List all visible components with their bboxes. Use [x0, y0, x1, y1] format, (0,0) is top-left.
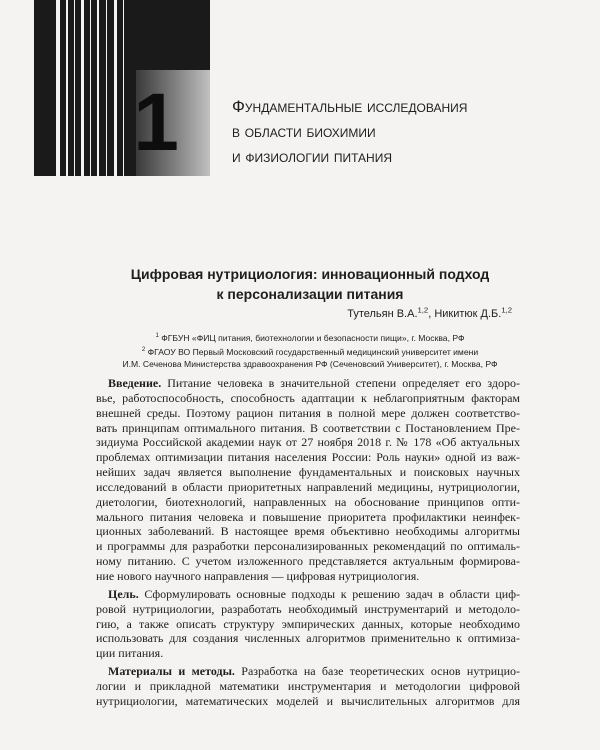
paragraph-lead: Цель.: [108, 586, 139, 601]
affiliation-text: ФГАОУ ВО Первый Московский государственный медицинский университет имени: [147, 347, 479, 357]
paragraph-line: исследований в области приоритетных направлений медицины, нутрициологии,: [96, 479, 520, 494]
paper-title-line: Цифровая нутрициология: инновационный подход: [130, 266, 490, 282]
affiliation-text: И.М. Сеченова Министерства здравоохранения РФ (Сеченовский Университет), г. Москва, РФ: [122, 359, 498, 369]
affiliation-text: ФГБУН «ФИЦ питания, биотехнологии и безопасности пищи», г. Москва, РФ: [161, 333, 465, 343]
paragraph-lead: Введение.: [108, 376, 162, 390]
paragraph-line: диетологии, биотехнологий, направленных на обоснование принципов опти-: [96, 494, 520, 509]
paragraph-line: проблемах оптимизации питания населения России: Роль науки» одной из важ-: [96, 450, 520, 465]
paragraph-methods: [96, 664, 520, 709]
paragraph-line: ции питания.: [96, 646, 164, 661]
affiliation-mark: 2: [141, 347, 146, 354]
paragraph-line: нейших задач является выполнение фундаментальных и поисковых научных: [96, 465, 520, 480]
paper-title-line: к персонализации питания: [216, 286, 404, 302]
paragraph-line: мального питания человека и повышение приоритета профилактики неинфек-: [96, 509, 520, 524]
chapter-title-line: в области биохимии: [232, 122, 376, 141]
chapter-title: [232, 94, 572, 169]
chapter-graphic: [34, 0, 210, 176]
chapter-number: 1: [133, 77, 179, 168]
chapter-title-line: и физиологии питания: [232, 147, 392, 166]
paper-title: [60, 264, 560, 304]
paragraph-line: ному питанию. С учетом изложенного представляется актуальным формирова-: [96, 554, 520, 569]
chapter-title-line: Фундаментальные исследования: [232, 97, 468, 116]
paragraph-line: Питание человека в значительной степени определяет его здоро-: [161, 376, 520, 390]
affiliation-mark: 1: [155, 333, 159, 340]
paragraph-goal: [96, 587, 520, 661]
paragraph-lead: Материалы и методы.: [108, 664, 235, 679]
author-affiliation-mark: 1,2: [417, 305, 429, 315]
paragraph-line: нутрициологии, математических моделей и вычислительных алгоритмов для: [96, 693, 520, 708]
authors: Тутельян В.А.$^{1,2}$, Никитюк Д.Б.$^{1,2}$: [347, 305, 512, 320]
paragraph-line: гию, а также описать структуру эмпирических данных, которые необходимо: [96, 616, 520, 631]
article-body: [96, 376, 520, 712]
paragraph-line: зидиума Российской академии наук от 27 ноября 2018 г. № 178 «Об актуальных: [96, 435, 520, 450]
paragraph-line: Разработка на базе теоретических основ нутрицио-: [234, 664, 520, 679]
paragraph-line: Сформулировать основные подходы к решению задач в области циф-: [138, 586, 520, 601]
author-name: Тутельян В.А.: [347, 308, 418, 320]
paragraph-line: ровой нутрициологии, разработать необходимый инструментарий и методоло-: [96, 601, 520, 616]
paragraph-line: использовать для создания численных алгоритмов применительно к оптимиза-: [96, 631, 520, 646]
paragraph-line: вать принципам оптимального питания. В соответствии с Постановлением Пре-: [96, 420, 520, 435]
paragraph-line: ние нового научного направления — цифровая нутрициология.: [96, 568, 420, 583]
paragraph-line: вье, работоспособность, способность адаптации к неблагоприятным факторам: [96, 390, 520, 405]
paragraph-line: внешней среды. Поэтому рацион питания в полной мере должен соответство-: [96, 405, 520, 420]
author-name: Никитюк Д.Б.: [434, 308, 502, 320]
author-affiliation-mark: 1,2: [501, 305, 512, 315]
paragraph-line: ционных заболеваний. В настоящее время объективно необходимы алгоритмы: [96, 524, 520, 539]
affiliation-2: [60, 346, 560, 358]
paragraph-line: логии и прикладной математики инструментария и методологии цифровой: [96, 678, 520, 693]
paragraph-line: и программы для разработки персонализированных рекомендаций по оптималь-: [96, 539, 520, 554]
affiliation-2-continued: [60, 358, 560, 370]
affiliation-1: [60, 332, 560, 344]
paragraph-introduction: [96, 376, 520, 584]
